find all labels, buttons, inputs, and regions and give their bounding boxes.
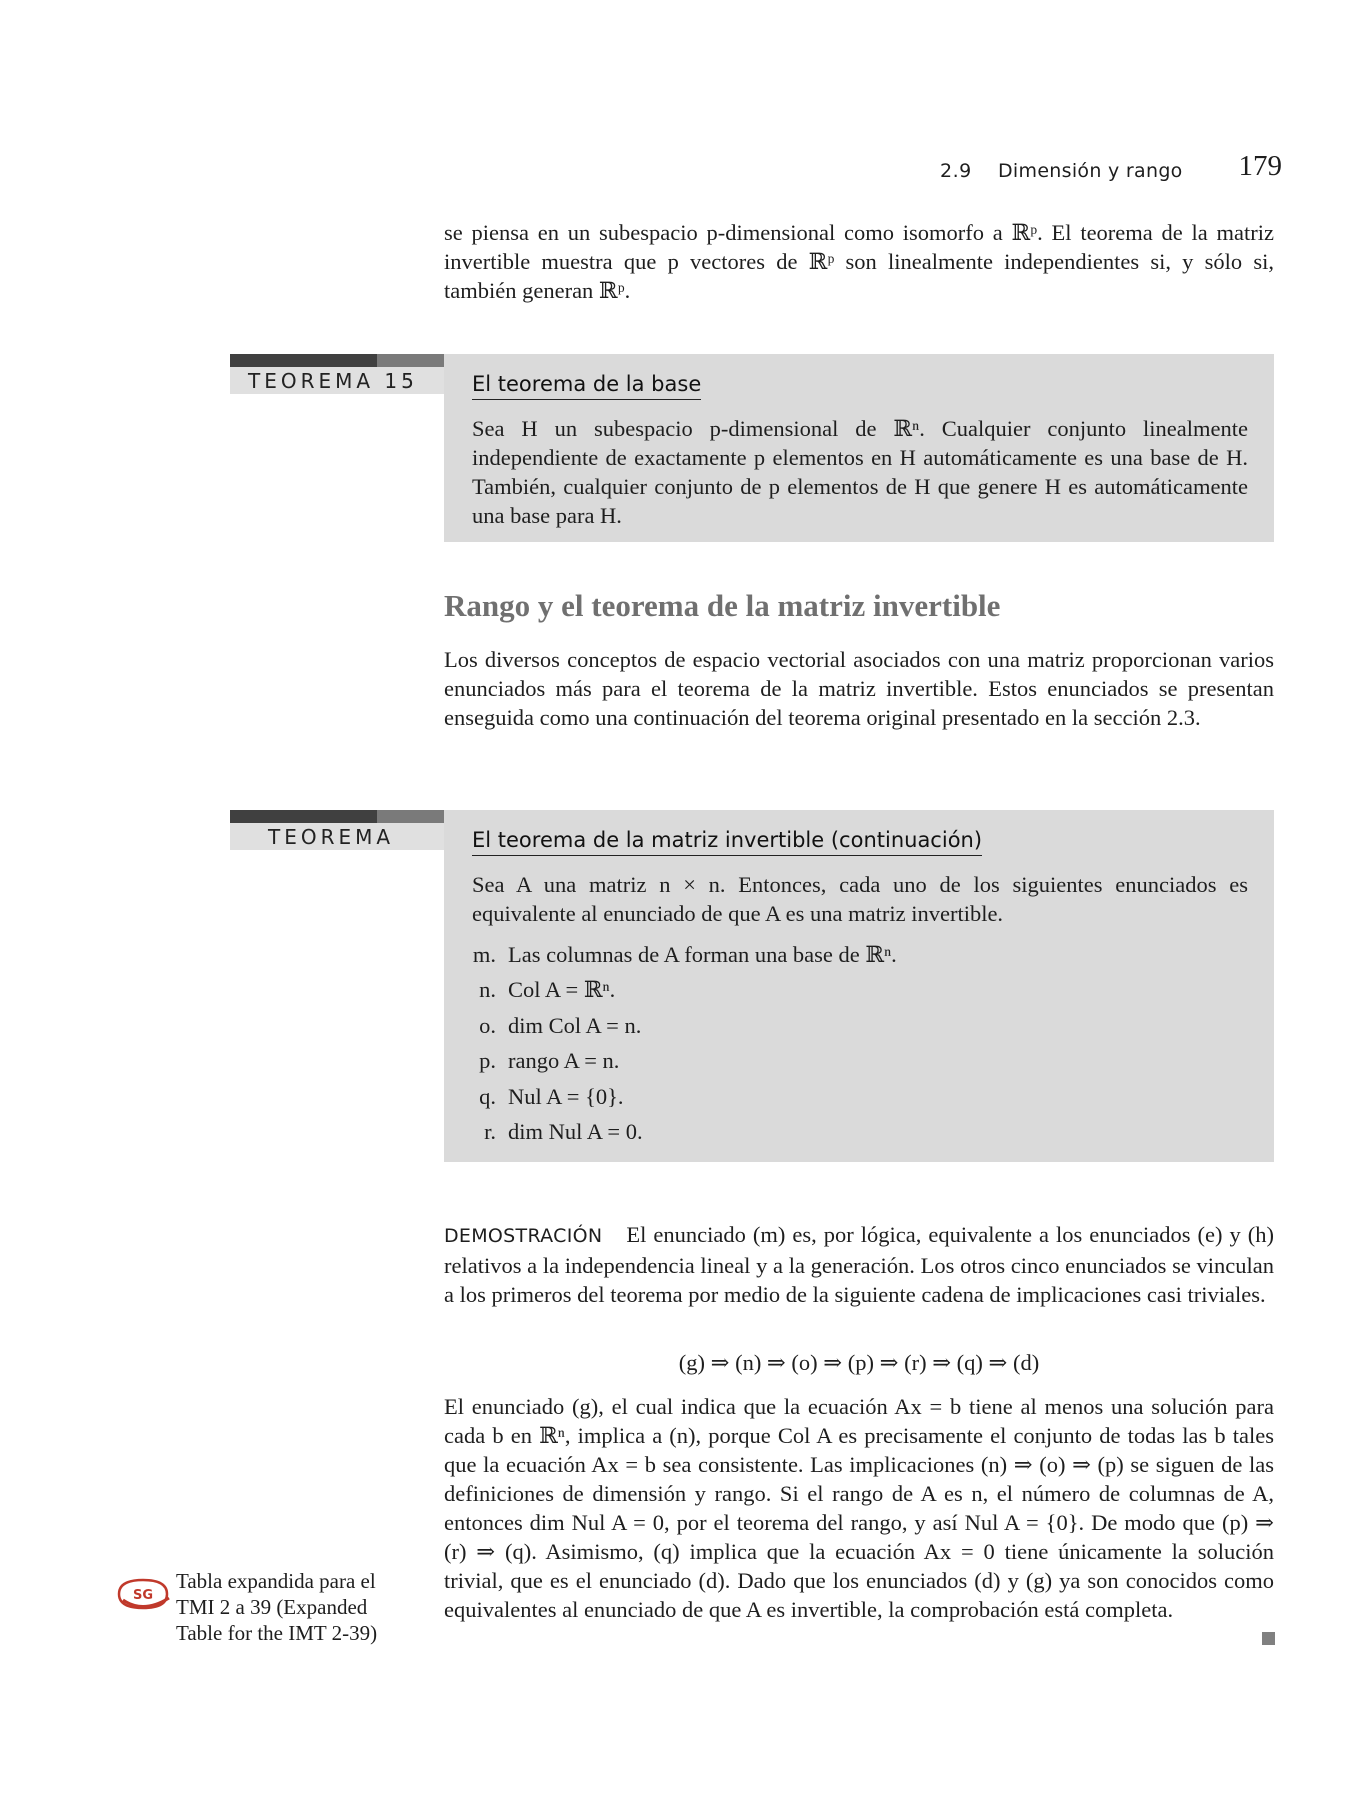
theorem-item: n. Col A = ℝⁿ. [479, 977, 616, 1002]
theorem-imt-box [444, 810, 1274, 1162]
running-header [940, 150, 1282, 190]
theorem15-label: TEOREMA 15 [230, 367, 444, 394]
proof-paragraph-2 [444, 1392, 1274, 1624]
section-paragraph [444, 645, 1274, 732]
theorem15-bar-mid [377, 354, 444, 367]
theorem-item: m. Las columnas de A forman una base de ℝⁿ. [472, 942, 897, 967]
sg-icon-label: SG [132, 1588, 154, 1603]
theorem15-title: El teorema de la base [472, 372, 701, 400]
implication-chain: (g) ⇒ (n) ⇒ (o) ⇒ (p) ⇒ (r) ⇒ (q) ⇒ (d) [678, 1350, 1040, 1375]
page-number: 179 [1238, 150, 1282, 182]
header-section-number: 2.9 [940, 160, 972, 182]
study-guide-icon[interactable] [115, 1574, 175, 1614]
proof-label: DEMOSTRACIÓN [444, 1225, 603, 1247]
section-heading: Rango y el teorema de la matriz invertible [444, 588, 1001, 623]
theorem15-bar-dark [230, 354, 377, 367]
section-paragraph-text: Los diversos conceptos de espacio vectorial asociados con una matriz proporcionan varios enunciados más para el teorema de la matriz invertible. Estos enunciados se presentan enseguida como una continuación del teorema original presentado en la sección 2.3. [444, 647, 1274, 730]
theorem-item: p. rango A = n. [479, 1048, 620, 1073]
theorem-imt-bar-dark [230, 810, 377, 823]
proof-paragraph-1 [444, 1220, 1274, 1309]
theorem15-box [444, 354, 1274, 542]
intro-text: se piensa en un subespacio p-dimensional como isomorfo a ℝᵖ. El teorema de la matriz invertible muestra que p vectores de ℝᵖ son linealmente independientes si, y sólo si, también generan ℝᵖ. [444, 220, 1274, 303]
theorem-item: r. dim Nul A = 0. [484, 1119, 643, 1144]
theorem-imt-title: El teorema de la matriz invertible (continuación) [472, 828, 982, 856]
sidenote[interactable]: Tabla expandida para el TMI 2 a 39 (Expanded Table for the IMT 2-39) [176, 1569, 378, 1645]
theorem-item: o. dim Col A = n. [479, 1013, 642, 1038]
theorem-imt-intro: Sea A una matriz n × n. Entonces, cada uno de los siguientes enunciados es equivalente al enunciado de que A es una matriz invertible. [472, 872, 1248, 926]
header-section-title: Dimensión y rango [998, 160, 1183, 182]
theorem-imt-bar-mid [377, 810, 444, 823]
theorem15-body: Sea H un subespacio p-dimensional de ℝⁿ. Cualquier conjunto linealmente independiente de exactamente p elementos en H automáticamente es una base de H. También, cualquier conjunto de p elementos de H que genere H es automáticamente una base para H. [472, 416, 1248, 528]
proof-text-2: El enunciado (g), el cual indica que la ecuación Ax = b tiene al menos una solución para cada b en ℝⁿ, implica a (n), porque Col A es precisamente el conjunto de todas las b tales que la ecuación Ax = b sea consistente. Las implicaciones (n) ⇒ (o) ⇒ (p) se siguen de las definiciones de dimensión y rango. Si el rango de A es n, el número de columnas de A, entonces dim Nul A = 0, por el teorema del rango, y así Nul A = {0}. De modo que (p) ⇒ (r) ⇒ (q). Asimismo, (q) implica que la ecuación Ax = 0 tiene únicamente la solución trivial, que es el enunciado (d). Dado que los enunciados (d) y (g) ya son conocidos como equivalentes al enunciado de que A es invertible, la comprobación está completa. [444, 1394, 1274, 1622]
intro-paragraph [444, 218, 1274, 305]
proof-text-1: El enunciado (m) es, por lógica, equivalente a los enunciados (e) y (h) relativos a la independencia lineal y a la generación. Los otros cinco enunciados se vinculan a los primeros del teorema por medio de la siguiente cadena de implicaciones casi triviales. [444, 1222, 1274, 1307]
qed-square-icon [1262, 1632, 1275, 1645]
theorem-imt-label: TEOREMA [230, 823, 444, 850]
theorem-item: q. Nul A = {0}. [479, 1084, 624, 1109]
